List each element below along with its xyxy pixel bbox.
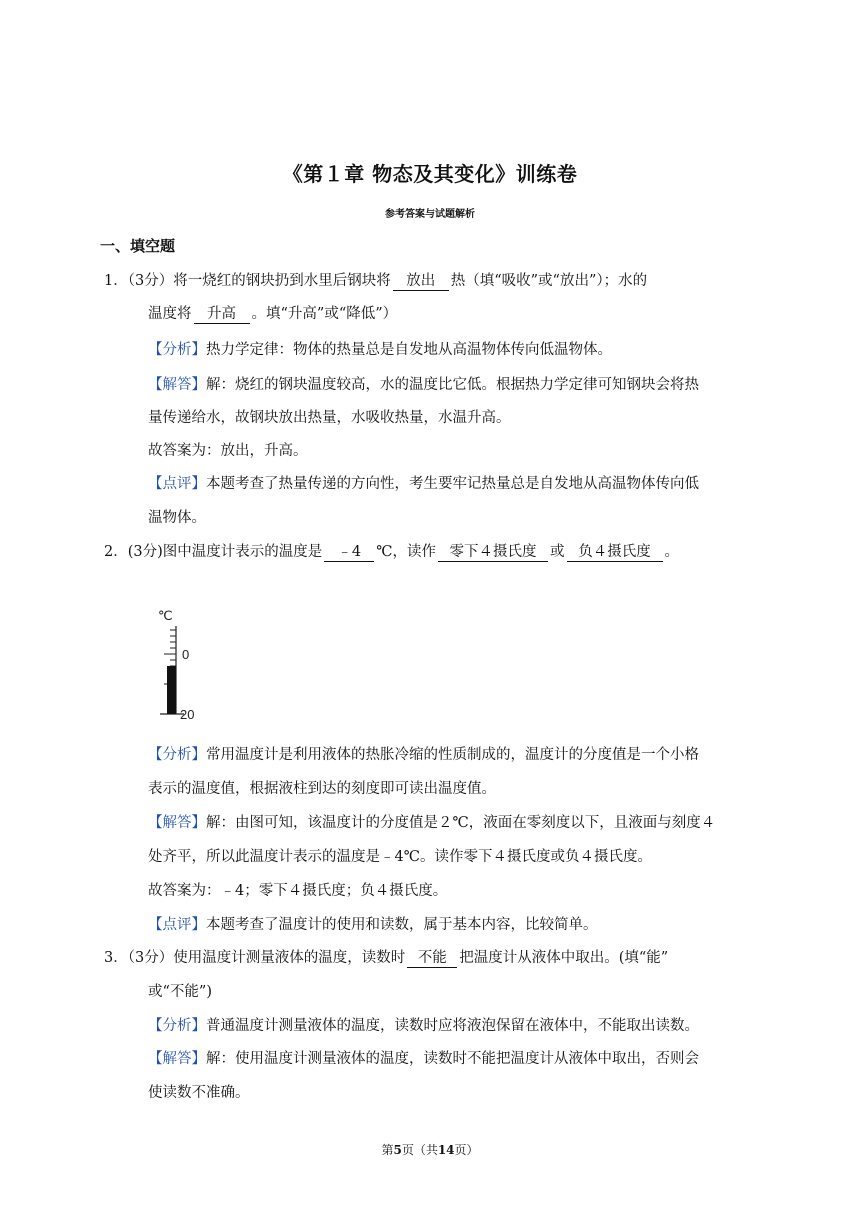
thermometer-liquid: [167, 666, 176, 714]
q3-answer-blank: 不能: [407, 950, 457, 968]
analysis-tag: 【分析】: [148, 747, 206, 763]
analysis-tag: 【分析】: [148, 342, 206, 358]
page-subtitle: 参考答案与试题解析: [385, 209, 475, 220]
q3-line1: 3．（3分）使用温度计测量液体的温度，读数时 不能 把温度计从液体中取出。(填“能”: [104, 950, 669, 966]
thermometer-unit: ℃: [158, 608, 173, 623]
thermometer-low-label: 20: [180, 707, 195, 720]
q2-comment: 【点评】本题考查了温度计的使用和读数，属于基本内容，比较简单。: [148, 917, 598, 933]
page-number: 5: [393, 1143, 402, 1157]
q3-line2: 或“不能”): [148, 984, 212, 1000]
q1-answer: 故答案为：放出，升高。: [148, 443, 308, 459]
solution-tag: 【解答】: [148, 377, 206, 393]
q1-solution-1: 【解答】解：烧红的钢块温度较高，水的温度比它低。根据热力学定律可知钢块会将热: [148, 377, 699, 393]
q3-solution-1: 【解答】解：使用温度计测量液体的温度，读数时不能把温度计从液体中取出，否则会: [148, 1051, 699, 1067]
thermometer-figure: [150, 604, 210, 720]
q1-solution-2: 量传递给水，故钢块放出热量，水吸收热量，水温升高。: [148, 410, 511, 426]
page-total: 14: [437, 1143, 455, 1157]
thermometer-zero-label: 0: [182, 647, 190, 662]
q2-solution-1: 【解答】解：由图可知，该温度计的分度值是２℃，液面在零刻度以下，且液面与刻度４: [148, 815, 716, 831]
comment-tag: 【点评】: [148, 476, 206, 492]
q1-line1: 1．（3分）将一烧红的钢块扔到水里后钢块将 放出 热（填“吸收”或“放出”）；水的: [104, 273, 648, 289]
q2-answer-blank-3: 负４摄氏度: [567, 544, 663, 562]
q2-answer-blank-1: ﹣4: [324, 544, 374, 562]
q1-line2: 温度将 升高 。填“升高”或“降低”）: [148, 306, 398, 322]
solution-tag: 【解答】: [148, 815, 206, 831]
q1-comment-2: 温物体。: [148, 510, 206, 526]
q3-solution-2: 使读数不准确。: [148, 1085, 250, 1101]
page-title: 《第１章 物态及其变化》训练卷: [282, 162, 578, 186]
q1-answer-blank: 放出: [393, 273, 449, 291]
q2-solution-2: 处齐平，所以此温度计表示的温度是﹣4℃。读作零下４摄氏度或负４摄氏度。: [148, 849, 652, 865]
q1-analysis: 【分析】热力学定律：物体的热量总是自发地从高温物体传向低温物体。: [148, 342, 612, 358]
q1-comment-1: 【点评】本题考查了热量传递的方向性，考生要牢记热量总是自发地从高温物体传向低: [148, 476, 699, 492]
solution-tag: 【解答】: [148, 1051, 206, 1067]
q2-analysis-1: 【分析】常用温度计是利用液体的热胀冷缩的性质制成的，温度计的分度值是一个小格: [148, 747, 699, 763]
section-heading: 一、填空题: [100, 237, 176, 255]
q2-answer: 故答案为：﹣4；零下４摄氏度；负４摄氏度。: [148, 883, 448, 899]
analysis-tag: 【分析】: [148, 1018, 206, 1034]
comment-tag: 【点评】: [148, 917, 206, 933]
q3-analysis: 【分析】普通温度计测量液体的温度，读数时应将液泡保留在液体中，不能取出读数。: [148, 1018, 699, 1034]
q1-answer-blank-2: 升高: [194, 306, 250, 324]
q2-line1: 2．(3分)图中温度计表示的温度是 ﹣4 ℃，读作 零下４摄氏度 或 负４摄氏度 。: [104, 544, 679, 560]
page-footer: 第5页（共14页）: [381, 1143, 479, 1157]
q2-analysis-2: 表示的温度值，根据液柱到达的刻度即可读出温度值。: [148, 781, 496, 797]
q2-answer-blank-2: 零下４摄氏度: [438, 544, 548, 562]
